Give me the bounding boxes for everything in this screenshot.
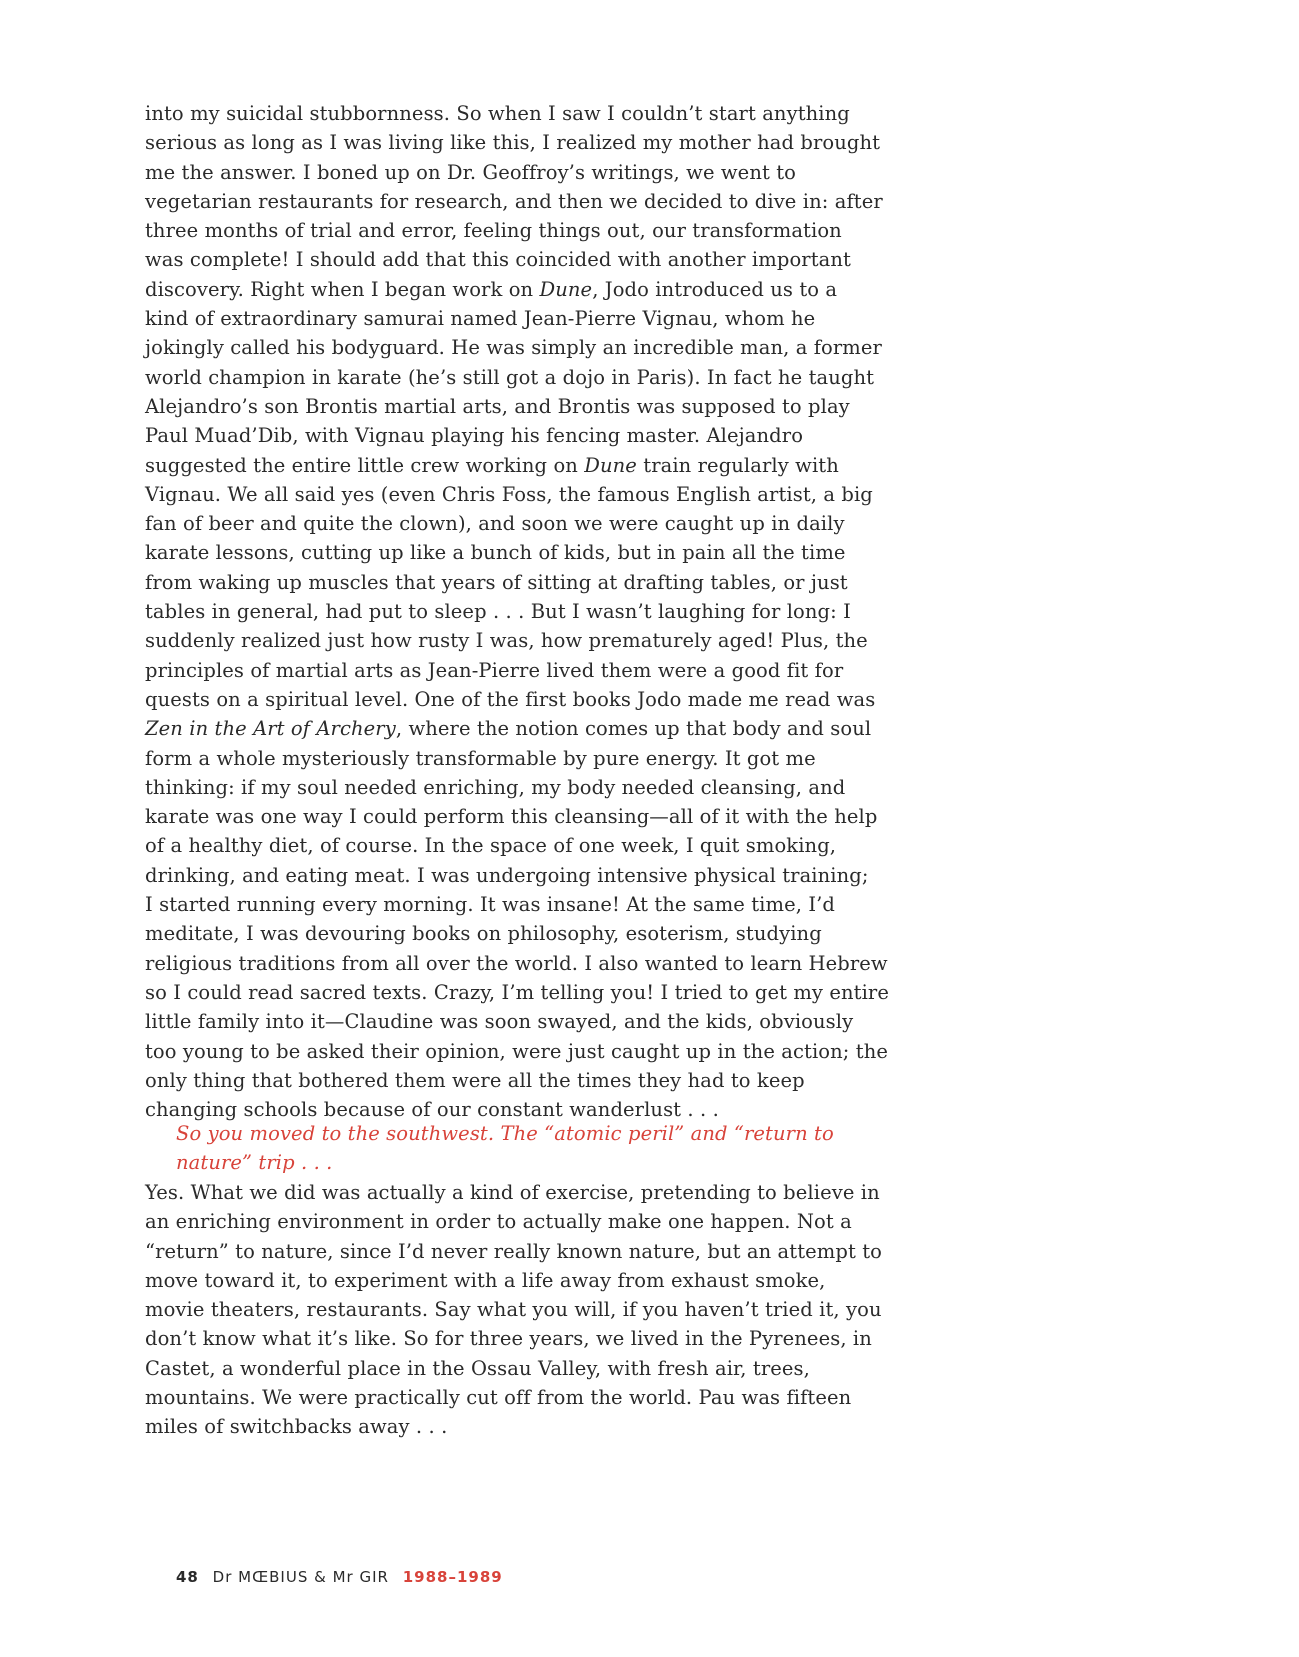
text-line xyxy=(145,1324,872,1353)
text-line xyxy=(145,802,878,831)
text-segment: only thing that bothered them were all the times they had to keep xyxy=(145,1068,805,1092)
text-line xyxy=(145,187,883,216)
text-segment: so I could read sacred texts. Crazy, I’m telling you! I tried to get my entire xyxy=(145,980,889,1004)
text-segment: was complete! I should add that this coincided with another important xyxy=(145,248,851,272)
text-line xyxy=(145,1383,865,1412)
text-line xyxy=(145,1037,888,1066)
text-segment: suddenly realized just how rusty I was, how prematurely aged! Plus, the xyxy=(145,629,868,653)
text-line xyxy=(145,99,865,128)
text-segment: religious traditions from all over the world. I also wanted to learn Hebrew xyxy=(145,951,888,975)
text-line xyxy=(145,831,865,860)
text-segment: Paul Muad’Dib, with Vignau playing his fencing master. Alejandro xyxy=(145,424,804,448)
text-segment: miles of switchbacks away . . . xyxy=(145,1415,448,1439)
text-segment: karate was one way I could perform this cleansing—all of it with the help xyxy=(145,805,878,829)
text-segment: of a healthy diet, of course. In the space of one week, I quit smoking, xyxy=(145,834,837,858)
text-line xyxy=(176,1119,896,1148)
text-line xyxy=(145,1266,865,1295)
text-line xyxy=(145,656,865,685)
text-segment: Vignau. We all said yes (even Chris Foss, the famous English artist, a big xyxy=(145,482,873,506)
text-segment: fan of beer and quite the clown), and soon we were caught up in daily xyxy=(145,512,845,536)
text-line xyxy=(145,978,889,1007)
text-segment: three months of trial and error, feeling things out, our transformation xyxy=(145,219,842,243)
answer-paragraph-1 xyxy=(145,99,889,1124)
text-line xyxy=(145,509,865,538)
text-line xyxy=(145,1007,865,1036)
text-segment: serious as long as I was living like this, I realized my mother had brought xyxy=(145,131,881,155)
text-line xyxy=(145,597,865,626)
text-line xyxy=(145,714,872,743)
text-line xyxy=(145,919,865,948)
text-segment: an enriching environment in order to actually make one happen. Not a xyxy=(145,1210,852,1234)
text-segment: too young to be asked their opinion, were just caught up in the action; the xyxy=(145,1039,888,1063)
text-line xyxy=(145,890,865,919)
text-segment: So you moved to the southwest. The “atomic peril” and “return to xyxy=(176,1122,834,1145)
text-segment: drinking, and eating meat. I was undergoing intensive physical training; xyxy=(145,863,869,887)
text-segment: principles of martial arts as Jean-Pierre lived them were a good fit for xyxy=(145,658,844,682)
text-segment: discovery. Right when I began work on xyxy=(145,277,540,301)
text-segment: form a whole mysteriously transformable by pure energy. It got me xyxy=(145,746,816,770)
text-line xyxy=(145,333,882,362)
text-segment: nature” trip . . . xyxy=(176,1151,333,1175)
book-title: Dr MŒBIUS & Mr GIR xyxy=(212,1568,389,1586)
text-segment: movie theaters, restaurants. Say what you will, if you haven’t tried it, you xyxy=(145,1298,882,1322)
text-segment: move toward it, to experiment with a life away from exhaust smoke, xyxy=(145,1268,826,1292)
text-line xyxy=(145,1237,882,1266)
text-segment: little family into it—Claudine was soon swayed, and the kids, obviously xyxy=(145,1010,854,1034)
text-segment: mountains. We were practically cut off from the world. Pau was fifteen xyxy=(145,1386,852,1410)
page-number: 48 xyxy=(176,1568,199,1586)
text-segment: I started running every morning. It was insane! At the same time, I’d xyxy=(145,893,836,917)
text-line xyxy=(145,1295,882,1324)
text-segment: tables in general, had put to sleep . . . But I wasn’t laughing for long: I xyxy=(145,600,851,624)
text-segment: karate lessons, cutting up like a bunch of kids, but in pain all the time xyxy=(145,541,846,565)
text-segment: quests on a spiritual level. One of the first books Jodo made me read was xyxy=(145,687,876,711)
text-line xyxy=(145,245,865,274)
text-line xyxy=(145,1066,865,1095)
text-segment: Castet, a wonderful place in the Ossau Valley, with fresh air, trees, xyxy=(145,1356,810,1380)
text-line xyxy=(176,1148,896,1177)
text-line xyxy=(145,538,865,567)
text-segment: train regularly with xyxy=(636,453,839,477)
page-footer xyxy=(176,1568,503,1586)
text-line xyxy=(145,275,865,304)
text-segment: kind of extraordinary samurai named Jean-Pierre Vignau, whom he xyxy=(145,307,816,331)
text-line xyxy=(145,685,876,714)
text-line xyxy=(145,744,865,773)
interview-question xyxy=(176,1119,896,1178)
text-segment: “return” to nature, since I’d never really known nature, but an attempt to xyxy=(145,1239,882,1263)
text-segment: from waking up muscles that years of sitting at drafting tables, or just xyxy=(145,570,848,594)
text-line xyxy=(145,1354,865,1383)
text-line xyxy=(145,949,888,978)
text-line xyxy=(145,216,865,245)
text-segment: , where the notion comes up that body and soul xyxy=(395,717,872,741)
italic-title: Zen in the Art of Archery xyxy=(145,717,396,741)
italic-title: Dune xyxy=(539,277,593,301)
text-line xyxy=(145,1207,865,1236)
text-segment: jokingly called his bodyguard. He was simply an incredible man, a former xyxy=(145,336,882,360)
text-line xyxy=(145,304,865,333)
text-line xyxy=(145,1178,880,1207)
text-segment: meditate, I was devouring books on philosophy, esoterism, studying xyxy=(145,922,822,946)
text-segment: me the answer. I boned up on Dr. Geoffroy’s writings, we went to xyxy=(145,160,796,184)
italic-title: Dune xyxy=(584,453,637,477)
text-line xyxy=(145,392,865,421)
text-line xyxy=(145,451,865,480)
text-line xyxy=(145,626,868,655)
year-range: 1988–1989 xyxy=(402,1568,503,1586)
text-line xyxy=(145,363,875,392)
text-segment: into my suicidal stubbornness. So when I saw I couldn’t start anything xyxy=(145,102,850,125)
text-line xyxy=(145,421,865,450)
text-segment: changing schools because of our constant wanderlust . . . xyxy=(145,1098,719,1122)
text-segment: world champion in karate (he’s still got a dojo in Paris). In fact he taught xyxy=(145,365,875,389)
text-segment: thinking: if my soul needed enriching, my body needed cleansing, and xyxy=(145,775,846,799)
text-segment: Alejandro’s son Brontis martial arts, and Brontis was supposed to play xyxy=(145,394,850,418)
text-line xyxy=(145,158,865,187)
text-line xyxy=(145,1412,865,1441)
text-line xyxy=(145,773,865,802)
text-segment: don’t know what it’s like. So for three years, we lived in the Pyrenees, in xyxy=(145,1327,872,1351)
text-line xyxy=(145,568,865,597)
answer-paragraph-2 xyxy=(145,1178,882,1442)
text-line xyxy=(145,128,881,157)
text-line xyxy=(145,480,873,509)
text-segment: Yes. What we did was actually a kind of exercise, pretending to believe in xyxy=(145,1181,880,1204)
text-segment: suggested the entire little crew working on xyxy=(145,453,585,477)
text-segment: , Jodo introduced us to a xyxy=(592,277,838,301)
text-line xyxy=(145,861,869,890)
text-segment: vegetarian restaurants for research, and then we decided to dive in: after xyxy=(145,189,883,213)
